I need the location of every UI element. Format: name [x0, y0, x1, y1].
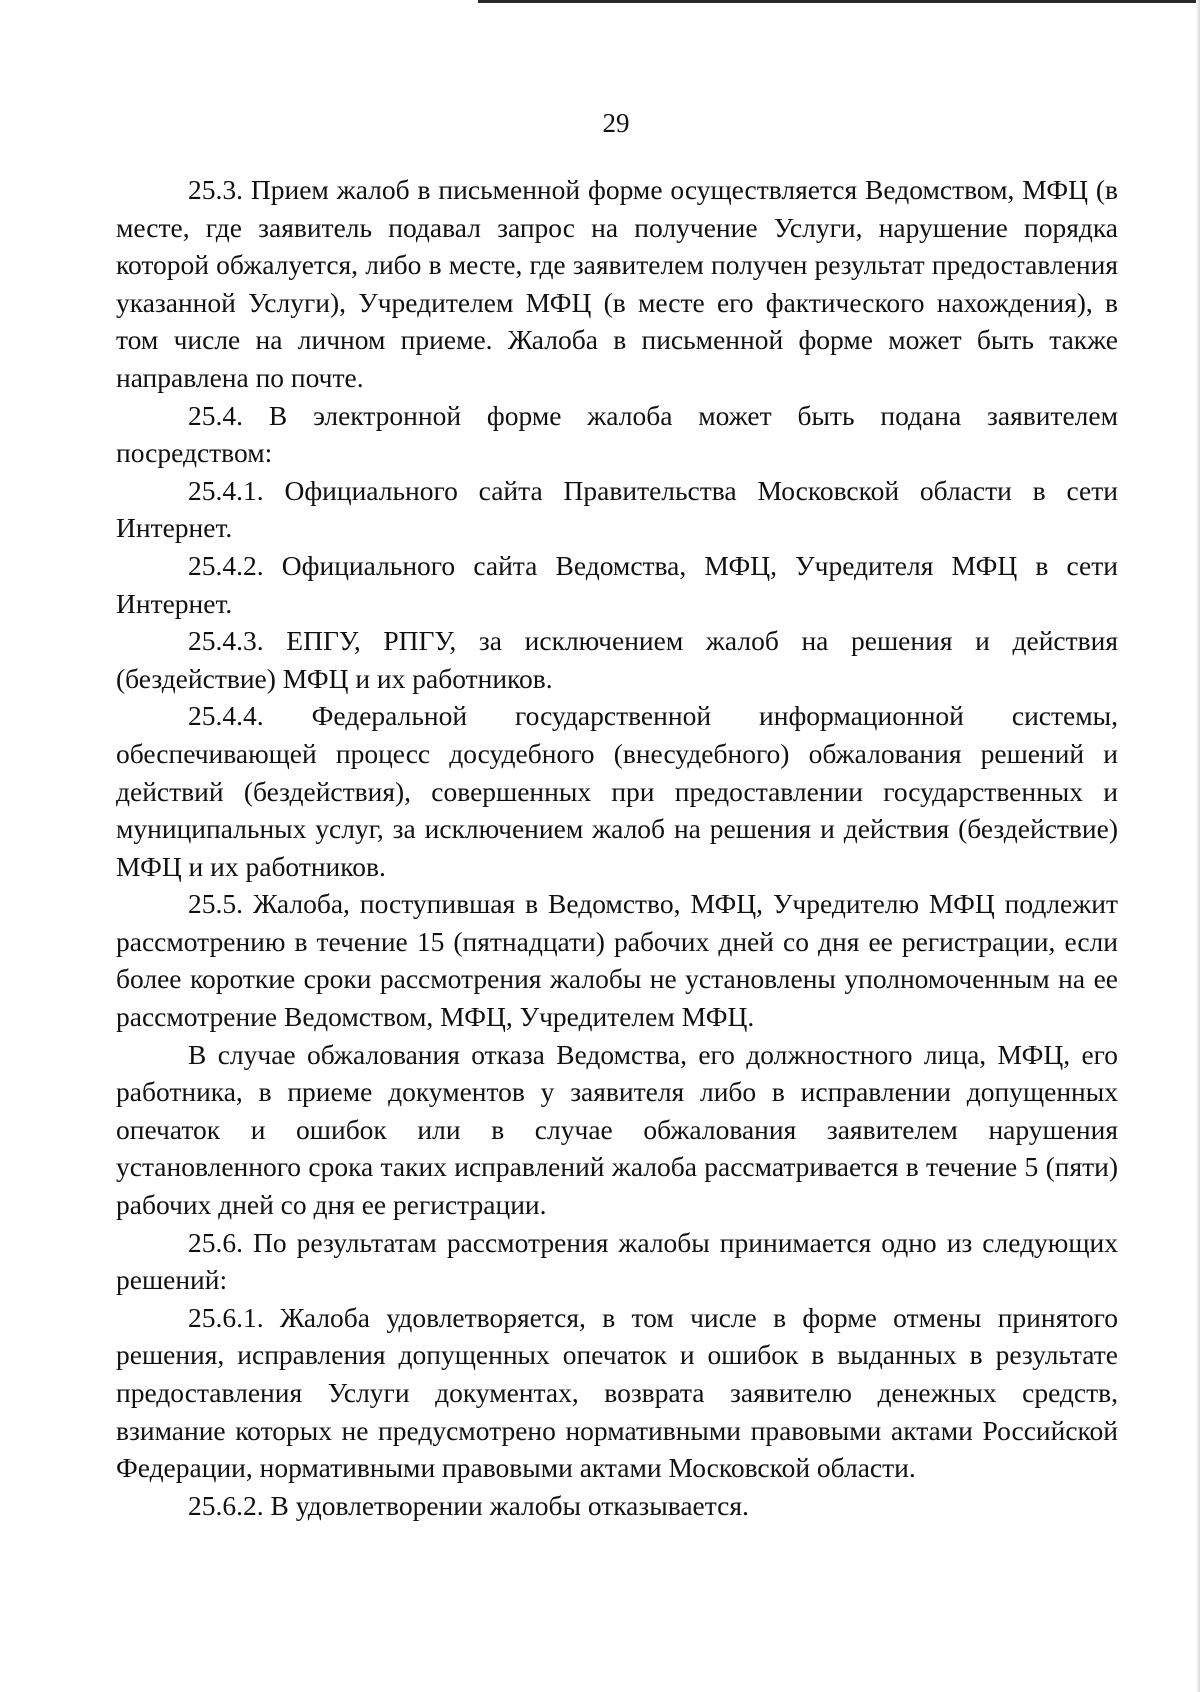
paragraph-25-5: 25.5. Жалоба, поступившая в Ведомство, МФЦ, Учредителю МФЦ подлежит рассмотрению в течение 15 (пятнадцати) рабочих дней со дня ее регистрации, если более короткие сроки рассмотрения жалобы не установлены уполномоченным на ее рассмотрение Ведомством, МФЦ, Учредителем МФЦ.	[116, 888, 1118, 1033]
scan-edge-shadow	[1196, 0, 1200, 1692]
page-number: 29	[602, 108, 630, 138]
scan-border-line	[478, 0, 1200, 3]
paragraph-25-6: 25.6. По результатам рассмотрения жалобы принимается одно из следующих решений:	[116, 1226, 1118, 1296]
paragraph-25-4: 25.4. В электронной форме жалоба может быть подана заявителем посредством:	[116, 399, 1118, 469]
paragraph-25-6-1: 25.6.1. Жалоба удовлетворяется, в том числе в форме отмены принятого решения, исправления допущенных опечаток и ошибок в выданных в результате предоставления Услуги документах, возврата заявителю денежных средств, взимание которых не предусмотрено нормативными правовыми актами Российской Федерации, нормативными правовыми актами Московской области.	[116, 1301, 1118, 1484]
document-body	[116, 171, 1118, 1524]
paragraph-25-6-2: 25.6.2. В удовлетворении жалобы отказывается.	[188, 1489, 749, 1521]
paragraph-25-4-2: 25.4.2. Официального сайта Ведомства, МФЦ, Учредителя МФЦ в сети Интернет.	[116, 549, 1118, 619]
paragraph-25-4-3: 25.4.3. ЕПГУ, РПГУ, за исключением жалоб на решения и действия (бездействие) МФЦ и их работников.	[116, 625, 1118, 694]
paragraph-25-5-appeal: В случае обжалования отказа Ведомства, его должностного лица, МФЦ, его работника, в приеме документов у заявителя либо в исправлении допущенных опечаток и ошибок или в случае обжалования заявителем нарушения установленного срока таких исправлений жалоба рассматривается в течение 5 (пяти) рабочих дней со дня ее регистрации.	[116, 1038, 1118, 1221]
paragraph-25-4-4: 25.4.4. Федеральной государственной информационной системы, обеспечивающей процесс досудебного (внесудебного) обжалования решений и действий (бездействия), совершенных при предоставлении государственных и муниципальных услуг, за исключением жалоб на решения и действия (бездействие) МФЦ и их работников.	[116, 700, 1118, 882]
paragraph-25-3: 25.3. Прием жалоб в письменной форме осуществляется Ведомством, МФЦ (в месте, где заявитель подавал запрос на получение Услуги, нарушение порядка которой обжалуется, либо в месте, где заявителем получен результат предоставления указанной Услуги), Учредителем МФЦ (в месте его фактического нахождения), в том числе на личном приеме. Жалоба в письменной форме может быть также направлена по почте.	[116, 174, 1118, 393]
paragraph-25-4-1: 25.4.1. Официального сайта Правительства Московской области в сети Интернет.	[116, 474, 1118, 544]
